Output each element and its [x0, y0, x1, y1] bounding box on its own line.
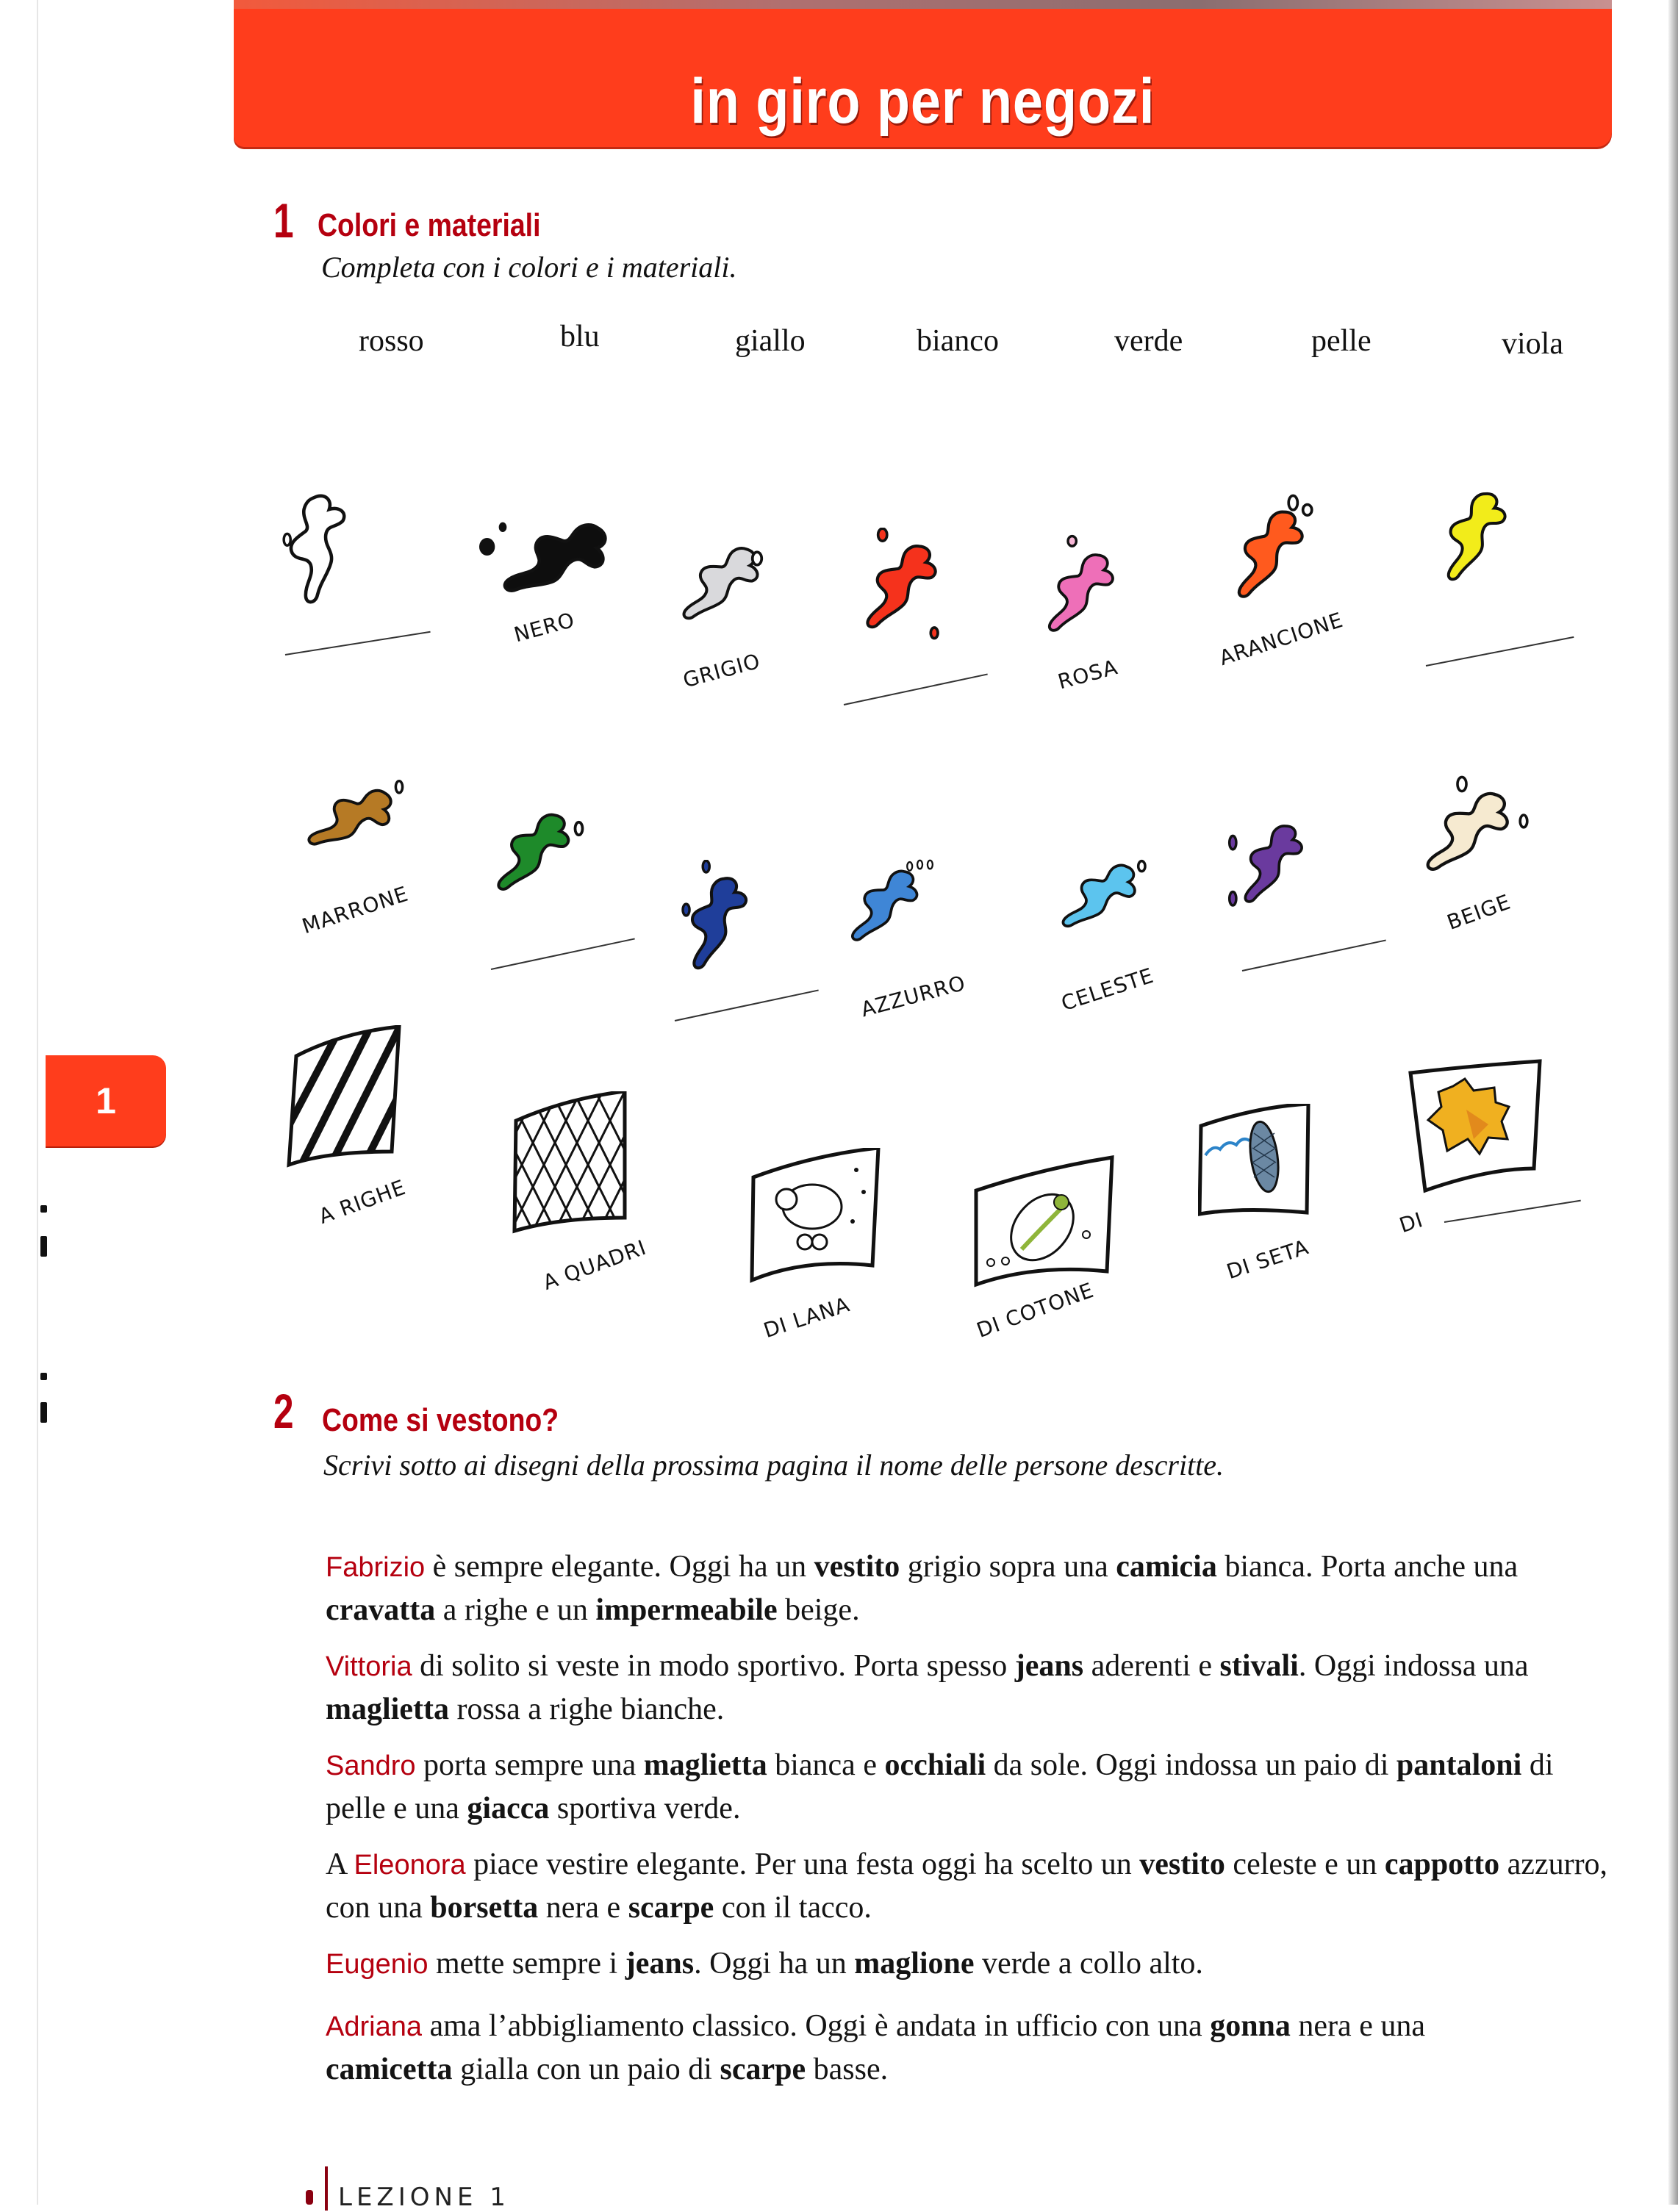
label-marrone: MARRONE [298, 881, 412, 939]
person-name: Adriana [326, 2011, 422, 2042]
person-name: Fabrizio [326, 1552, 426, 1583]
clothing-term: impermeabile [595, 1593, 778, 1627]
clothing-term: cravatta [326, 1593, 436, 1627]
clothing-term: cappotto [1384, 1847, 1500, 1881]
answer-blank-green[interactable] [491, 938, 635, 970]
label-di: DI [1396, 1207, 1427, 1238]
label-a-righe: A RIGHE [315, 1174, 409, 1229]
answer-blank-white[interactable] [285, 631, 431, 656]
exercise-1-title: Colori e materiali [318, 207, 541, 243]
word-bank-item: bianco [917, 324, 999, 358]
person-name: Eugenio [326, 1949, 429, 1980]
clothing-term: stivali [1219, 1649, 1299, 1683]
silk-cocoon-icon [1198, 1104, 1316, 1225]
light-blue-paint-splash-icon [1044, 852, 1154, 959]
red-paint-splash-icon [845, 528, 955, 656]
clothing-term: giacca [467, 1792, 550, 1825]
binder-mark [40, 1236, 47, 1257]
purple-paint-splash-icon [1224, 817, 1327, 931]
exercise-2-instruction: Scrivi sotto ai disegni della prossima pagina il nome delle persone descritte. [323, 1448, 1225, 1482]
label-di-cotone: DI COTONE [973, 1277, 1097, 1343]
binder-mark [40, 1205, 47, 1213]
clothing-term: maglietta [326, 1692, 449, 1726]
description-eleonora: A Eleonora piace vestire elegante. Per una festa oggi ha scelto un vestito celeste e un cappotto azzurro, con una borsetta nera e scarpe con il tacco. [326, 1847, 1608, 1925]
black-paint-splash-icon [470, 500, 617, 621]
clothing-term: vestito [1139, 1847, 1225, 1881]
striped-fabric-icon [283, 1025, 408, 1176]
label-grigio: GRIGIO [680, 648, 764, 693]
clothing-term: pantaloni [1396, 1748, 1522, 1782]
description-fabrizio: Fabrizio è sempre elegante. Oggi ha un vestito grigio sopra una camicia bianca. Porta anche una cravatta a righe e un impermeabile beige. [326, 1550, 1519, 1627]
chapter-tab: 1 [46, 1055, 166, 1146]
white-paint-splash-icon [278, 491, 359, 612]
answer-blank-material[interactable] [1444, 1200, 1581, 1223]
description-eugenio: Eugenio mette sempre i jeans. Oggi ha un maglione verde a collo alto. [326, 1947, 1203, 1981]
exercise-1-number: 1 [273, 193, 294, 248]
green-paint-splash-icon [478, 805, 588, 919]
word-bank-item: rosso [359, 324, 424, 358]
grey-paint-splash-icon [665, 536, 775, 650]
cotton-plant-icon [969, 1154, 1116, 1293]
clothing-term: jeans [1014, 1649, 1084, 1683]
description-sandro: Sandro porta sempre una maglietta bianca e occhiali da sole. Oggi indossa un paio di pantaloni di pelle e una giacca sportiva verde. [326, 1748, 1554, 1825]
label-beige: BEIGE [1444, 889, 1514, 936]
leather-hide-icon [1400, 1058, 1547, 1202]
label-a-quadri: A QUADRI [539, 1235, 650, 1296]
beige-paint-splash-icon [1400, 775, 1532, 911]
label-di-lana: DI LANA [760, 1292, 853, 1343]
wool-sheep-icon [746, 1148, 886, 1291]
word-bank-item: viola [1502, 327, 1563, 361]
footer-dot [306, 2190, 313, 2205]
answer-blank-yellow[interactable] [1426, 636, 1574, 667]
footer-lesson-label: LEZIONE 1 [338, 2183, 510, 2212]
label-azzurro: AZZURRO [858, 970, 969, 1022]
footer-bar [325, 2166, 328, 2211]
pink-paint-splash-icon [1029, 533, 1132, 661]
clothing-term: camicia [1116, 1550, 1217, 1584]
person-name: Sandro [326, 1750, 416, 1781]
brown-paint-splash-icon [278, 772, 410, 886]
azure-paint-splash-icon [834, 856, 944, 970]
word-bank-item: blu [560, 320, 600, 353]
binder-mark [40, 1373, 47, 1380]
word-bank-item: pelle [1311, 324, 1372, 358]
label-rosa: ROSA [1055, 655, 1121, 694]
clothing-term: maglione [854, 1947, 975, 1981]
label-nero: NERO [511, 607, 578, 647]
answer-blank-purple[interactable] [1242, 939, 1386, 972]
word-bank-item: giallo [735, 324, 806, 358]
checked-fabric-icon [507, 1091, 632, 1242]
label-arancione: ARANCIONE [1216, 607, 1347, 671]
clothing-term: borsetta [430, 1891, 539, 1925]
clothing-term: scarpe [720, 2053, 806, 2086]
word-bank-item: verde [1114, 324, 1183, 358]
exercise-1-instruction: Completa con i colori e i materiali. [321, 251, 737, 284]
label-celeste: CELESTE [1058, 963, 1157, 1016]
clothing-term: gonna [1210, 2009, 1291, 2043]
person-name: Vittoria [326, 1651, 412, 1682]
description-vittoria: Vittoria di solito si veste in modo sportivo. Porta spesso jeans aderenti e stivali. Oggi indossa una maglietta rossa a righe bianche. [326, 1649, 1529, 1726]
answer-blank-blue[interactable] [675, 989, 819, 1021]
title-banner [234, 9, 1612, 147]
description-adriana: Adriana ama l’abbigliamento classico. Oggi è andata in ufficio con una gonna nera e una camicetta gialla con un paio di scarpe basse. [326, 2009, 1425, 2086]
clothing-term: maglietta [643, 1748, 767, 1782]
orange-paint-splash-icon [1220, 494, 1330, 622]
binder-mark [40, 1402, 47, 1423]
blue-paint-splash-icon [673, 860, 768, 988]
page-title: in giro per negozi [690, 66, 1155, 137]
clothing-term: camicetta [326, 2053, 453, 2086]
word-bank [0, 320, 1678, 375]
answer-blank-red[interactable] [844, 673, 988, 705]
clothing-term: vestito [814, 1550, 900, 1584]
clothing-term: occhiali [884, 1748, 986, 1782]
exercise-2-number: 2 [273, 1384, 294, 1438]
yellow-paint-splash-icon [1430, 481, 1525, 610]
clothing-term: jeans [625, 1947, 695, 1981]
top-edge [234, 0, 1612, 9]
exercise-2-title: Come si vestono? [322, 1402, 559, 1438]
clothing-term: scarpe [628, 1891, 714, 1925]
label-di-seta: DI SETA [1223, 1235, 1312, 1285]
person-name: Eleonora [354, 1850, 466, 1881]
